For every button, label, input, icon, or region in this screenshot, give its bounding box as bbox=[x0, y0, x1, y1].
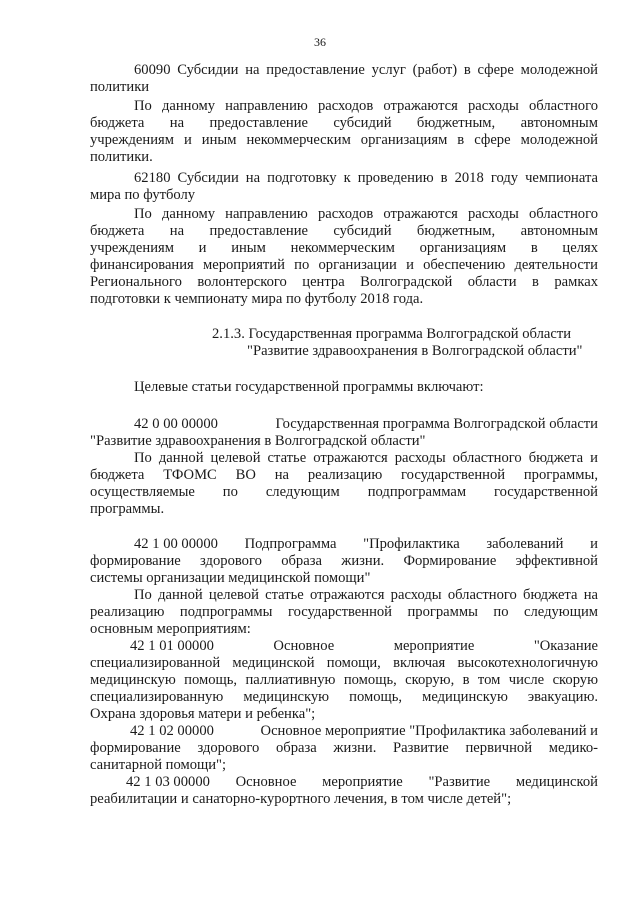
word: автономным bbox=[520, 223, 598, 239]
word: "Развитие bbox=[428, 774, 491, 790]
word: Основное bbox=[273, 638, 335, 654]
text-line: основным мероприятиям: bbox=[90, 621, 251, 637]
word: на bbox=[169, 115, 185, 131]
code-line bbox=[90, 416, 598, 433]
paragraph-60090 bbox=[90, 62, 598, 96]
word: на bbox=[169, 223, 185, 239]
code-line bbox=[90, 638, 598, 655]
text-line: учреждениям и иным некоммерческим организациям в сфере молодежной bbox=[90, 132, 598, 148]
text-line: подготовки к чемпионату мира по футболу 2018 года. bbox=[90, 291, 424, 307]
word: Подпрограмма bbox=[244, 536, 337, 552]
word: бюджетным, bbox=[416, 223, 496, 239]
word: следующим bbox=[265, 484, 340, 500]
word: "Оказание bbox=[533, 638, 598, 654]
code-line bbox=[90, 723, 598, 740]
text-line: реализацию подпрограммы государственной программы по следующим bbox=[90, 604, 598, 620]
page-number: 36 bbox=[314, 35, 326, 49]
text-line: реабилитации и санаторно-курортного лечения, в том числе детей"; bbox=[90, 791, 512, 807]
word: ТФОМС bbox=[163, 467, 217, 483]
word: целях bbox=[562, 240, 599, 256]
word: и bbox=[198, 240, 207, 256]
code-42-1-00-00000 bbox=[90, 536, 598, 587]
word: государственной bbox=[401, 467, 506, 483]
text-line: специализированную медицинскую помощь, медицинскую эвакуацию. bbox=[90, 689, 598, 705]
code-42-1-description bbox=[90, 587, 598, 638]
target-intro bbox=[90, 379, 598, 396]
budget-code: 42 1 02 00000 bbox=[130, 723, 214, 739]
word: субсидий bbox=[333, 223, 392, 239]
text-line: политики. bbox=[90, 149, 153, 165]
code-42-0-00-00000 bbox=[90, 416, 598, 450]
justified-line bbox=[90, 467, 598, 484]
word: некоммерческим bbox=[290, 240, 395, 256]
word: предоставление bbox=[209, 223, 309, 239]
text-line: 60090 Субсидии на предоставление услуг (работ) в сфере молодежной bbox=[134, 62, 598, 78]
text-line: По данной целевой статье отражаются расходы областного бюджета и bbox=[134, 450, 598, 466]
word: предоставление bbox=[209, 115, 309, 131]
word: реализацию bbox=[307, 467, 383, 483]
text-line: специализированной медицинской помощи, включая высокотехнологичную bbox=[90, 655, 598, 671]
word: учреждениям bbox=[90, 240, 174, 256]
word: ВО bbox=[235, 467, 256, 483]
text-line: мира по футболу bbox=[90, 187, 196, 203]
word: мероприятие bbox=[393, 638, 475, 654]
budget-code: 42 1 03 00000 bbox=[126, 774, 210, 790]
budget-code: 42 1 01 00000 bbox=[130, 638, 214, 654]
text-line: финансирования мероприятий по организации и обеспечению деятельности bbox=[90, 257, 598, 273]
code-42-1-03-00000 bbox=[90, 774, 598, 808]
heading-line: 2.1.3. Государственная программа Волгоградской области bbox=[212, 326, 572, 342]
word: в bbox=[530, 240, 538, 256]
text-line: 62180 Субсидии на подготовку к проведению в 2018 году чемпионата bbox=[134, 170, 598, 186]
word: медицинской bbox=[515, 774, 598, 790]
text-line: По данному направлению расходов отражаются расходы областного bbox=[134, 206, 598, 222]
text-line: формирование здорового образа жизни. Развитие первичной медико- bbox=[90, 740, 598, 756]
word: программы, bbox=[523, 467, 598, 483]
text-line: системы организации медицинской помощи" bbox=[90, 570, 371, 586]
word: бюджетным, bbox=[416, 115, 496, 131]
word: бюджета bbox=[90, 467, 145, 483]
code-42-0-description bbox=[90, 450, 598, 518]
word: осуществляемые bbox=[90, 484, 195, 500]
heading-line: "Развитие здравоохранения в Волгоградской области" bbox=[247, 343, 583, 359]
text-line: По данной целевой статье отражаются расходы областного бюджета на bbox=[134, 587, 598, 603]
word: государственной bbox=[493, 484, 598, 500]
word: иным bbox=[231, 240, 266, 256]
justified-line bbox=[90, 240, 598, 257]
code-line bbox=[90, 536, 598, 553]
budget-code: 42 1 00 00000 bbox=[134, 536, 218, 552]
text-line: "Развитие здравоохранения в Волгоградской области" bbox=[90, 433, 426, 449]
paragraph-62180-description bbox=[90, 206, 598, 308]
code-42-1-01-00000 bbox=[90, 638, 598, 723]
word: организациям bbox=[419, 240, 507, 256]
text-line: программы. bbox=[90, 501, 165, 517]
justified-line bbox=[90, 223, 598, 240]
word: мероприятие bbox=[322, 774, 403, 790]
text-line: формирование здорового образа жизни. Формирование эффективной bbox=[90, 553, 598, 569]
word: заболеваний bbox=[486, 536, 564, 552]
word: бюджета bbox=[90, 115, 145, 131]
word: "Профилактика bbox=[363, 536, 460, 552]
text-line: санитарной помощи"; bbox=[90, 757, 227, 773]
text-line: медицинскую помощь, паллиативную помощь, скорую, в том числе скорую bbox=[90, 672, 598, 688]
paragraph-62180 bbox=[90, 170, 598, 204]
code-title: Основное мероприятие "Профилактика заболеваний и bbox=[260, 723, 598, 739]
paragraph-60090-description bbox=[90, 98, 598, 166]
text-line: По данному направлению расходов отражаются расходы областного bbox=[134, 98, 598, 114]
code-line bbox=[90, 774, 598, 791]
justified-line bbox=[90, 115, 598, 132]
word: и bbox=[590, 536, 598, 552]
word: по bbox=[222, 484, 238, 500]
text-line: Охрана здоровья матери и ребенка"; bbox=[90, 706, 316, 722]
code-42-1-02-00000 bbox=[90, 723, 598, 774]
code-title: Государственная программа Волгоградской области bbox=[275, 416, 598, 432]
text-line: Регионального волонтерского центра Волгоградской области в рамках bbox=[90, 274, 598, 290]
word: бюджета bbox=[90, 223, 145, 239]
word: субсидий bbox=[333, 115, 392, 131]
section-heading bbox=[210, 326, 598, 360]
word: подпрограммам bbox=[367, 484, 467, 500]
word: на bbox=[274, 467, 289, 483]
text-line: Целевые статьи государственной программы включают: bbox=[134, 379, 484, 395]
justified-line bbox=[90, 484, 598, 501]
text-line: политики bbox=[90, 79, 150, 95]
budget-code: 42 0 00 00000 bbox=[134, 416, 218, 432]
word: Основное bbox=[235, 774, 297, 790]
word: автономным bbox=[520, 115, 598, 131]
